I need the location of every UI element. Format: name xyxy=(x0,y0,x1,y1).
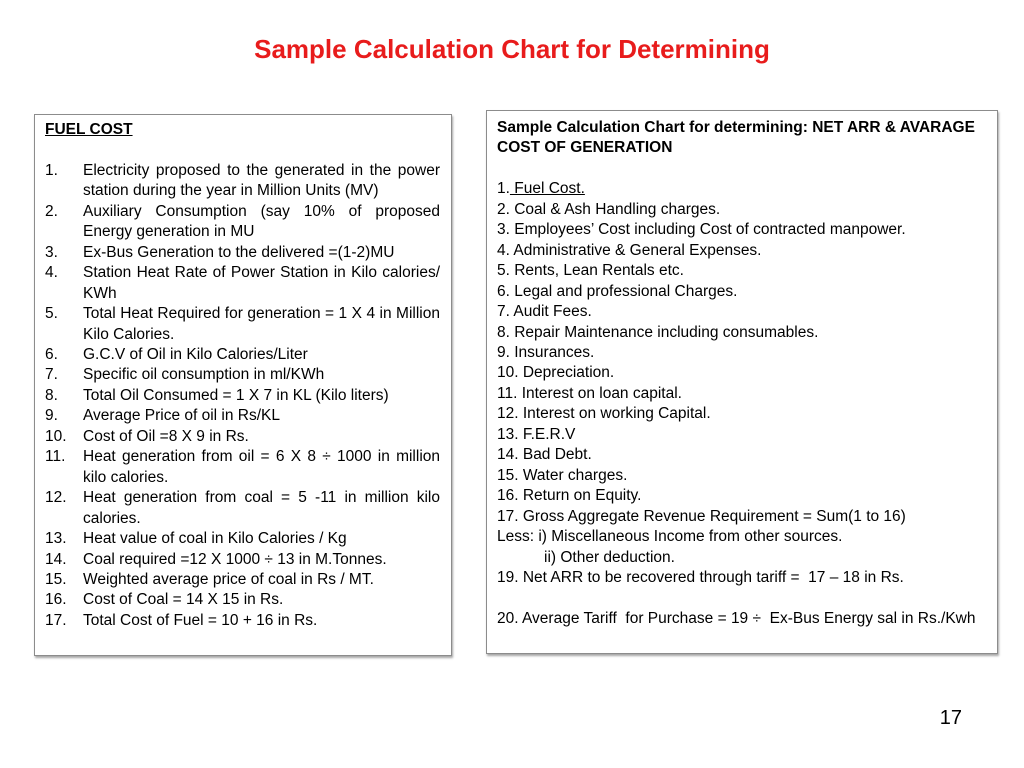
fuel-cost-box xyxy=(34,114,452,656)
net-arr-item: 11. Interest on loan capital. xyxy=(497,384,682,402)
fuel-cost-item-number: 10. xyxy=(45,427,67,445)
net-arr-item: 10. Depreciation. xyxy=(497,364,615,382)
fuel-cost-item-text: Auxiliary Consumption (say 10% of proposed Energy generation in MU xyxy=(83,202,440,241)
fuel-cost-item-text: Heat generation from coal = 5 -11 in million kilo calories. xyxy=(83,489,440,527)
fuel-cost-item-number: 16. xyxy=(45,591,67,609)
fuel-cost-item-number: 2. xyxy=(45,202,58,220)
net-arr-item: 15. Water charges. xyxy=(497,466,628,484)
net-arr-item: 2. Coal & Ash Handling charges. xyxy=(497,200,721,218)
fuel-cost-item-number: 12. xyxy=(45,489,67,507)
net-arr-list xyxy=(497,200,987,548)
slide-title: Sample Calculation Chart for Determining xyxy=(254,34,770,64)
fuel-cost-item-number: 14. xyxy=(45,550,67,568)
net-arr-item: 3. Employees’ Cost including Cost of contracted manpower. xyxy=(497,221,906,239)
fuel-cost-item-number: 7. xyxy=(45,366,58,384)
fuel-cost-item-number: 4. xyxy=(45,264,58,282)
net-arr-item: 9. Insurances. xyxy=(497,343,595,361)
item-1-number: 1. xyxy=(497,180,510,198)
net-arr-item: 5. Rents, Lean Rentals etc. xyxy=(497,262,684,280)
fuel-cost-item-text: Average Price of oil in Rs/KL xyxy=(83,407,281,425)
fuel-cost-item-number: 13. xyxy=(45,530,67,548)
fuel-cost-item-text: Total Oil Consumed = 1 X 7 in KL (Kilo liters) xyxy=(83,386,389,404)
net-arr-item: 7. Audit Fees. xyxy=(497,303,592,321)
net-arr-item: 13. F.E.R.V xyxy=(497,425,576,443)
fuel-cost-item xyxy=(45,529,440,549)
page-number: 17 xyxy=(939,707,962,729)
net-arr-item: 12. Interest on working Capital. xyxy=(497,405,711,423)
fuel-cost-item-number: 9. xyxy=(45,407,58,425)
fuel-cost-item-text: Total Heat Required for generation = 1 X 4 in Million Kilo Calories. xyxy=(83,305,440,343)
fuel-cost-item-text: Weighted average price of coal in Rs / MT. xyxy=(83,570,374,588)
fuel-cost-item xyxy=(45,590,440,610)
fuel-cost-item-number: 3. xyxy=(45,243,58,261)
fuel-cost-item xyxy=(45,365,440,385)
fuel-cost-item-text: Electricity proposed to the generated in the power station during the year in Million Units (MV) xyxy=(83,161,440,200)
fuel-cost-item xyxy=(45,345,440,365)
fuel-cost-item xyxy=(45,427,440,447)
fuel-cost-item-text: Cost of Coal = 14 X 15 in Rs. xyxy=(83,591,284,609)
net-arr-item-20: 20. Average Tariff for Purchase = 19 ÷ Ex-Bus Energy sal in Rs./Kwh xyxy=(497,609,976,627)
fuel-cost-item xyxy=(45,161,440,202)
fuel-cost-item xyxy=(45,243,440,263)
net-arr-item: 16. Return on Equity. xyxy=(497,487,642,505)
fuel-cost-item-number: 17. xyxy=(45,611,67,629)
fuel-cost-item-number: 1. xyxy=(45,161,58,179)
net-arr-box xyxy=(486,110,998,654)
fuel-cost-item-text: G.C.V of Oil in Kilo Calories/Liter xyxy=(83,345,308,363)
fuel-cost-item xyxy=(45,202,440,243)
fuel-cost-item xyxy=(45,386,440,406)
fuel-cost-item-text: Coal required =12 X 1000 ÷ 13 in M.Tonnes. xyxy=(83,550,387,568)
fuel-cost-item-text: Ex-Bus Generation to the delivered =(1-2)MU xyxy=(83,243,395,261)
net-arr-item: 17. Gross Aggregate Revenue Requirement = Sum(1 to 16) xyxy=(497,507,906,525)
net-arr-heading: Sample Calculation Chart for determining: NET ARR & AVARAGE COST OF GENERATION xyxy=(497,119,975,157)
net-arr-item-1 xyxy=(497,179,987,199)
fuel-cost-item xyxy=(45,406,440,426)
fuel-cost-item xyxy=(45,550,440,570)
fuel-cost-item-text: Heat generation from oil = 6 X 8 ÷ 1000 in million kilo calories. xyxy=(83,448,440,486)
fuel-cost-item-number: 6. xyxy=(45,345,58,363)
fuel-cost-item-text: Specific oil consumption in ml/KWh xyxy=(83,366,325,384)
net-arr-item: 4. Administrative & General Expenses. xyxy=(497,241,762,259)
fuel-cost-item xyxy=(45,447,440,488)
fuel-cost-link[interactable]: Fuel Cost. xyxy=(509,180,585,198)
fuel-cost-item-number: 15. xyxy=(45,570,67,588)
fuel-cost-item-text: Heat value of coal in Kilo Calories / Kg xyxy=(83,530,347,548)
fuel-cost-item-number: 11. xyxy=(45,448,66,466)
net-arr-item-19: 19. Net ARR to be recovered through tariff = 17 – 18 in Rs. xyxy=(497,568,904,586)
fuel-cost-item xyxy=(45,488,440,529)
net-arr-item: 14. Bad Debt. xyxy=(497,446,592,464)
net-arr-item: Less: i) Miscellaneous Income from other sources. xyxy=(497,528,843,546)
fuel-cost-item-text: Total Cost of Fuel = 10 + 16 in Rs. xyxy=(83,611,318,629)
fuel-cost-item-text: Station Heat Rate of Power Station in Kilo calories/ KWh xyxy=(83,264,440,302)
fuel-cost-item-number: 5. xyxy=(45,305,58,323)
spacer xyxy=(45,140,440,160)
fuel-cost-item xyxy=(45,263,440,304)
spacer xyxy=(497,588,987,608)
fuel-cost-item xyxy=(45,570,440,590)
fuel-cost-item-number: 8. xyxy=(45,386,58,404)
fuel-cost-list xyxy=(45,161,440,631)
net-arr-item: 8. Repair Maintenance including consumables. xyxy=(497,323,819,341)
spacer xyxy=(497,159,987,179)
fuel-cost-heading: FUEL COST xyxy=(45,121,133,138)
net-arr-item: 6. Legal and professional Charges. xyxy=(497,282,738,300)
fuel-cost-item xyxy=(45,611,440,631)
net-arr-less-ii: ii) Other deduction. xyxy=(544,548,675,566)
fuel-cost-item-text: Cost of Oil =8 X 9 in Rs. xyxy=(83,427,249,445)
fuel-cost-item xyxy=(45,304,440,345)
